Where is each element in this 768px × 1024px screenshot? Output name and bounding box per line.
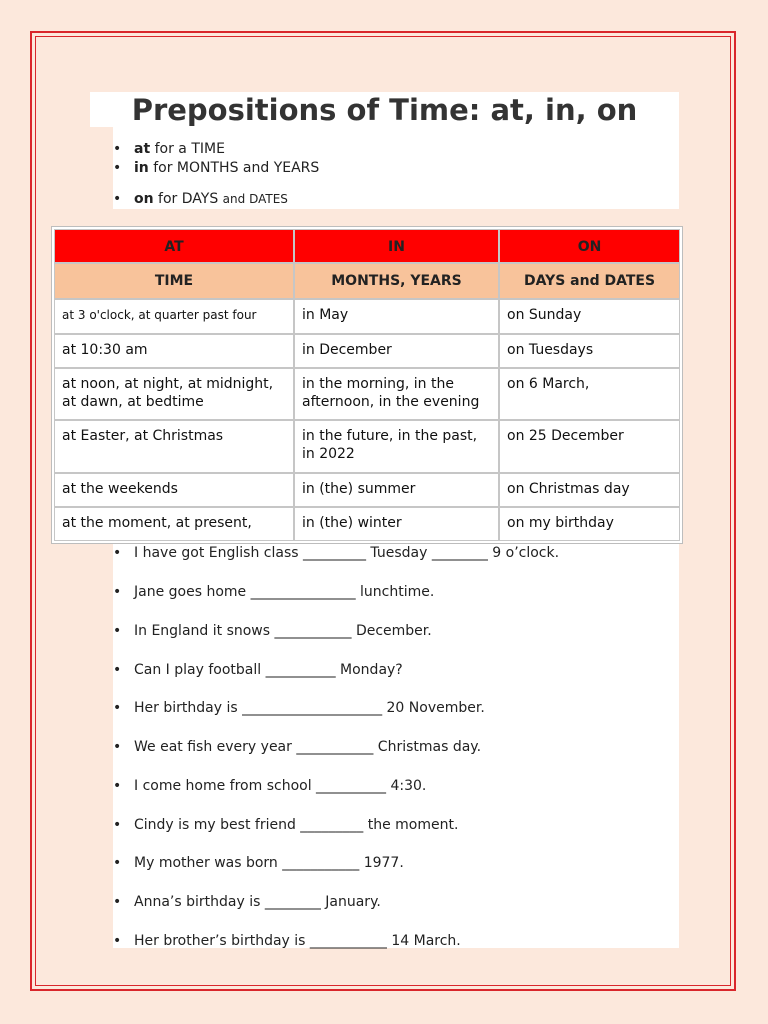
- table-cell: at 3 o'clock, at quarter past four: [54, 299, 294, 334]
- table-header-cell: AT: [54, 229, 294, 263]
- bullet-marker: •: [113, 623, 122, 639]
- exercise-sentence: Anna’s birthday is ________ January.: [134, 894, 381, 910]
- exercise-sentence: I have got English class _________ Tuesday ________ 9 o’clock.: [134, 545, 560, 561]
- exercise-sentence: My mother was born ___________ 1977.: [134, 855, 404, 871]
- bullet-marker: •: [113, 191, 122, 207]
- table-cell: in December: [294, 334, 499, 368]
- exercise-sentence: Cindy is my best friend _________ the moment.: [134, 817, 459, 833]
- table-cell: on 6 March,: [499, 368, 680, 420]
- rule-text: for MONTHS and YEARS: [153, 160, 320, 176]
- table-cell: on Christmas day: [499, 473, 680, 507]
- bullet-marker: •: [113, 933, 122, 949]
- bullet-marker: •: [113, 141, 122, 157]
- table-cell: at Easter, at Christmas: [54, 420, 294, 473]
- rule-text: for a TIME: [154, 141, 225, 157]
- table-cell: on my birthday: [499, 507, 680, 541]
- table-cell: in May: [294, 299, 499, 334]
- page-title: Prepositions of Time: at, in, on: [131, 93, 638, 127]
- bullet-marker: •: [113, 739, 122, 755]
- bullet-marker: •: [113, 700, 122, 716]
- table-subheader-cell: MONTHS, YEARS: [294, 263, 499, 299]
- bullet-marker: •: [113, 855, 122, 871]
- table-cell: on 25 December: [499, 420, 680, 473]
- bullet-marker: •: [113, 662, 122, 678]
- table-cell: on Sunday: [499, 299, 680, 334]
- table-cell: in the morning, in the afternoon, in the evening: [294, 368, 499, 420]
- exercise-sentence: We eat fish every year ___________ Christmas day.: [134, 739, 482, 755]
- exercise-sentence: Her brother’s birthday is ___________ 14 March.: [134, 933, 461, 949]
- exercise-sentence: Jane goes home _______________ lunchtime.: [134, 584, 435, 600]
- table-cell: in the future, in the past, in 2022: [294, 420, 499, 473]
- bullet-marker: •: [113, 778, 122, 794]
- table-cell: in (the) summer: [294, 473, 499, 507]
- exercise-sentence: I come home from school __________ 4:30.: [134, 778, 427, 794]
- rule-word: at: [134, 141, 151, 157]
- bullet-marker: •: [113, 545, 122, 561]
- bullet-marker: •: [113, 817, 122, 833]
- table-cell: in (the) winter: [294, 507, 499, 541]
- bullet-marker: •: [113, 894, 122, 910]
- exercise-sentence: Can I play football __________ Monday?: [134, 662, 403, 678]
- bullet-marker: •: [113, 584, 122, 600]
- rule-word: in: [134, 160, 149, 176]
- exercise-sentence: In England it snows ___________ December.: [134, 623, 432, 639]
- table-cell: at the weekends: [54, 473, 294, 507]
- table-cell: at 10:30 am: [54, 334, 294, 368]
- table-header-cell: IN: [294, 229, 499, 263]
- table-cell: at noon, at night, at midnight, at dawn, at bedtime: [54, 368, 294, 420]
- table-cell: at the moment, at present,: [54, 507, 294, 541]
- exercise-sentence: Her birthday is ____________________ 20 November.: [134, 700, 485, 716]
- rule-text-small: and DATES: [222, 192, 288, 206]
- rule-text: for DAYS: [158, 191, 219, 207]
- table-subheader-cell: DAYS and DATES: [499, 263, 680, 299]
- table-cell: on Tuesdays: [499, 334, 680, 368]
- table-header-cell: ON: [499, 229, 680, 263]
- bullet-marker: •: [113, 160, 122, 176]
- table-subheader-cell: TIME: [54, 263, 294, 299]
- rule-word: on: [134, 191, 154, 207]
